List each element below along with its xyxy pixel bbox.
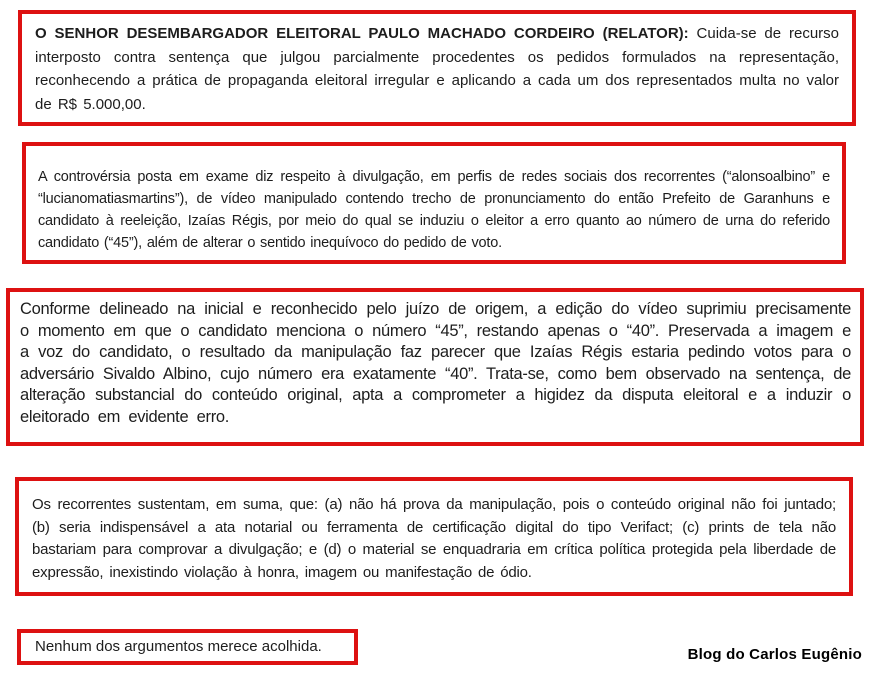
paragraph-conclusao: Nenhum dos argumentos merece acolhida. bbox=[35, 638, 322, 655]
highlight-box-argumentos bbox=[15, 477, 853, 596]
blog-credit: Blog do Carlos Eugênio bbox=[687, 646, 862, 663]
paragraph-argumentos: Os recorrentes sustentam, em suma, que: (a) não há prova da manipulação, pois o conteúdo original não foi juntado; (b) seria indispensável a ata notarial ou ferramenta de certificação digital do tipo Verifact; (c) prints de tela não bastariam para comprovar a divulgação; e (d) o material se enquadraria em crítica política protegida pela liberdade de expressão, inexistindo violação à honra, imagem ou manifestação de ódio. bbox=[32, 496, 836, 581]
highlight-box-relator-intro bbox=[18, 10, 856, 126]
paragraph-relator-intro bbox=[35, 22, 839, 116]
highlight-box-conclusao bbox=[17, 629, 358, 665]
relator-name-bold: O SENHOR DESEMBARGADOR ELEITORAL PAULO MACHADO CORDEIRO (RELATOR): bbox=[35, 25, 689, 42]
relator-intro-text: Cuida-se de recurso interposto contra sentença que julgou parcialmente procedentes os pedidos formulados na representação, reconhecendo a prática de propaganda eleitoral irregular e aplicando a cada um dos representados multa no valor de R$ 5.000,00. bbox=[35, 25, 839, 113]
highlight-box-edicao-video bbox=[6, 288, 864, 446]
paragraph-controversia: A controvérsia posta em exame diz respeito à divulgação, em perfis de redes sociais dos recorrentes (“alonsoalbino” e “lucianomatiasmartins”), de vídeo manipulado contendo trecho de pronunciamento do então Prefeito de Garanhuns e candidato à reeleição, Izaías Régis, por meio do qual se induziu o eleitor a erro quanto ao número de urna do referido candidato (“45”), além de alterar o sentido inequívoco do pedido de voto. bbox=[38, 169, 830, 251]
paragraph-edicao-video: Conforme delineado na inicial e reconhecido pelo juízo de origem, a edição do vídeo suprimiu precisamente o momento em que o candidato menciona o número “45”, restando apenas o “40”. Preservada a imagem e a voz do candidato, o resultado da manipulação faz parecer que Izaías Régis estaria pedindo votos para o adversário Sivaldo Albino, cujo número era exatamente “40”. Trata-se, como bem observado na sentença, de alteração substancial do conteúdo original, apta a comprometer a higidez da disputa eleitoral e a induzir o eleitorado em evidente erro. bbox=[20, 300, 851, 426]
highlight-box-controversia bbox=[22, 142, 846, 264]
